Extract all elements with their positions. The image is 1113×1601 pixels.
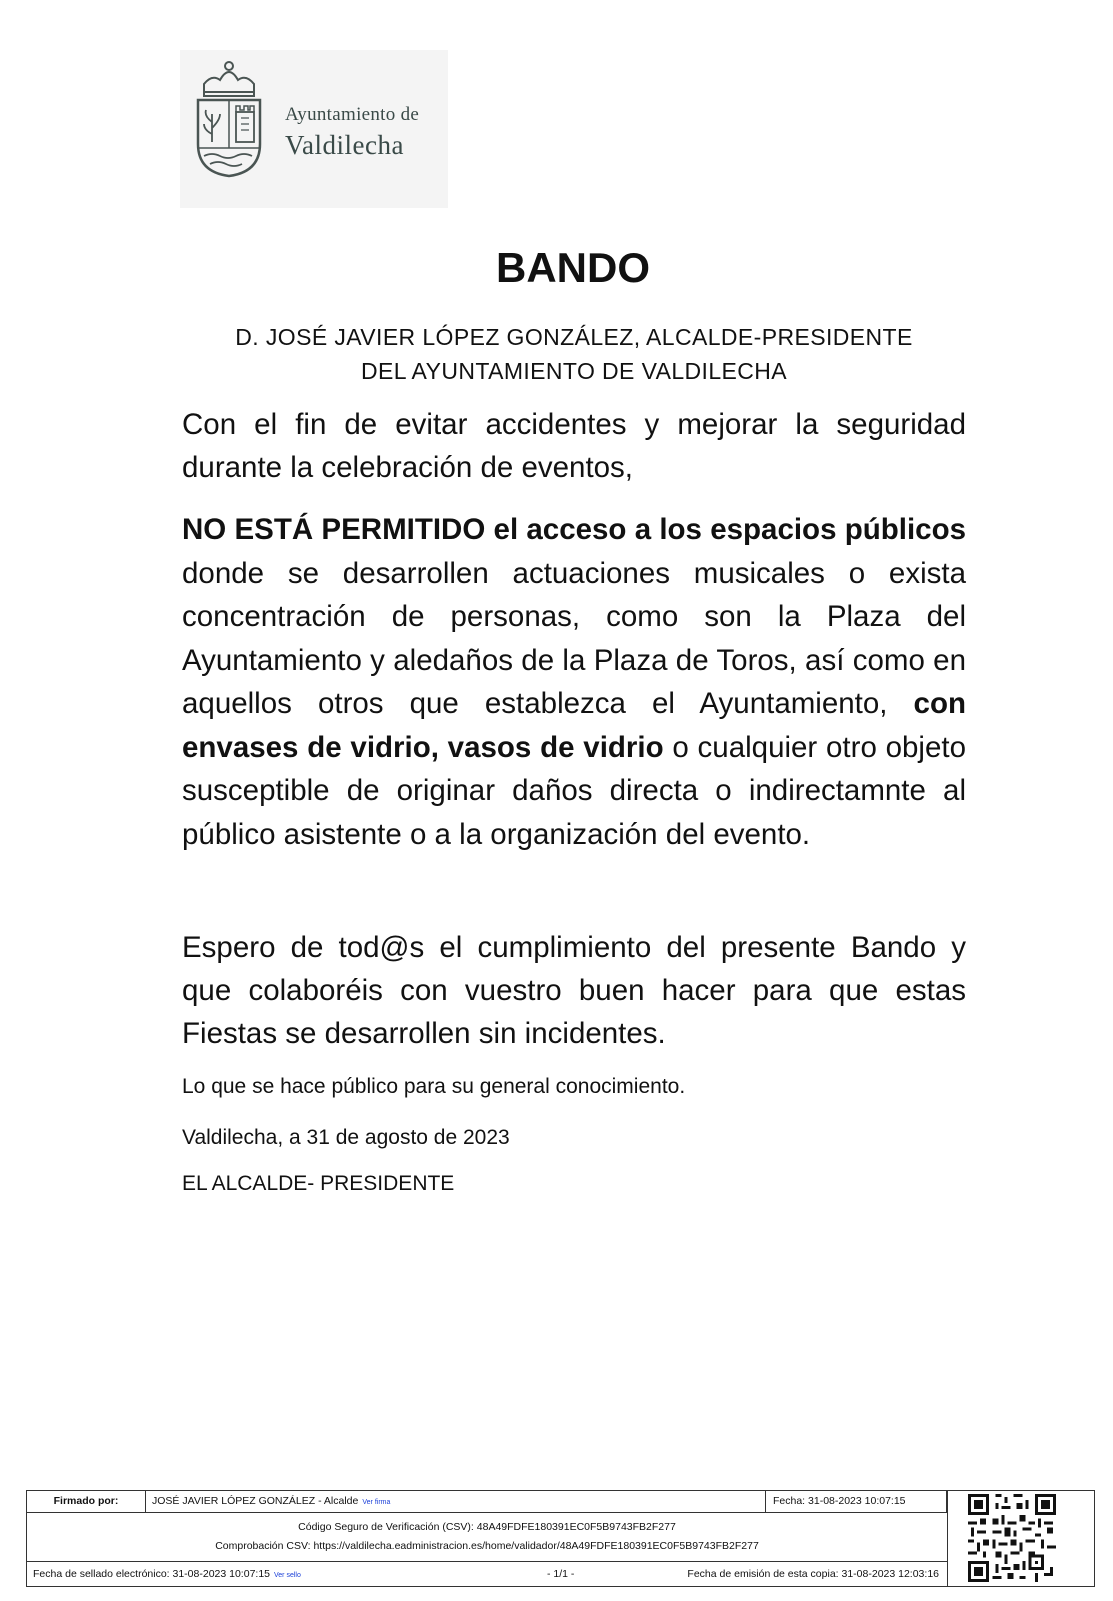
signed-by-label: Firmado por: [27,1491,146,1512]
subtitle-line2: DEL AYUNTAMIENTO DE VALDILECHA [360,358,788,384]
csv-code: Código Seguro de Verificación (CSV): 48A49FDFE180391EC0F5B9743FB2F277 [298,1521,676,1533]
qr-divider [947,1491,948,1586]
logo-text-line2: Valdilecha [285,130,404,160]
csv-check-url[interactable]: Comprobación CSV: https://valdilecha.eadministracion.es/home/validador/48A49FDFE180391EC0F5B9743FB2F277 [215,1540,759,1552]
document-subtitle [180,320,968,388]
signature-title: EL ALCALDE- PRESIDENTE [182,1172,455,1195]
copy-issue-date: Fecha de emisión de esta copia: 31-08-2023 12:03:16 [687,1568,939,1580]
footer-signature-row [27,1491,947,1513]
signature-date: Fecha: 31-08-2023 10:07:15 [767,1491,947,1512]
subtitle-line1: D. JOSÉ JAVIER LÓPEZ GONZÁLEZ, ALCALDE-PRESIDENTE [235,324,913,350]
prohibition-text-1: donde se desarrollen actuaciones musicales o exista concentración de personas, como son la Plaza del Ayuntamiento y aledaños de la Plaza de Toros, así como en aquellos otros que establezca el Ayuntamiento, [182,556,966,720]
municipal-logo [180,50,448,208]
place-date: Valdilecha, a 31 de agosto de 2023 [182,1126,510,1149]
ver-firma-link[interactable]: Ver firma [362,1499,391,1506]
seal-date-cell [33,1562,301,1588]
logo-text-line1: Ayuntamiento de [285,104,420,125]
document-title: BANDO [496,244,650,291]
prohibition-bold-2: con envases de vidrio, vasos de vidrio [182,687,966,764]
qr-code-icon [968,1494,1056,1582]
signature-footer [26,1490,1095,1587]
paragraph-expectation: Espero de tod@s el cumplimiento del presente Bando y que colaboréis con vuestro buen hacer para que estas Fiestas se desarrollen sin incidentes. [182,931,966,1050]
signer-name: JOSÉ JAVIER LÓPEZ GONZÁLEZ - Alcalde [152,1495,359,1507]
footer-bottom-row [27,1562,947,1586]
paragraph-prohibition [182,508,966,856]
footer-csv-block [27,1513,947,1562]
page-number: - 1/1 - [547,1568,575,1580]
prohibition-text-2: o cualquier otro objeto susceptible de originar daños directa o indirectamnte al público asistente o a la organización del evento. [182,730,966,851]
ver-sello-link[interactable]: Ver sello [274,1572,301,1579]
coat-of-arms-icon [190,56,268,178]
signer-cell [146,1491,766,1512]
seal-date: Fecha de sellado electrónico: 31-08-2023 10:07:15 [33,1568,270,1580]
closing-text: Lo que se hace público para su general conocimiento. [182,1075,686,1098]
prohibition-bold-1: NO ESTÁ PERMITIDO el acceso a los espacios públicos [182,513,966,546]
paragraph-intro: Con el fin de evitar accidentes y mejorar la seguridad durante la celebración de eventos, [182,408,966,484]
